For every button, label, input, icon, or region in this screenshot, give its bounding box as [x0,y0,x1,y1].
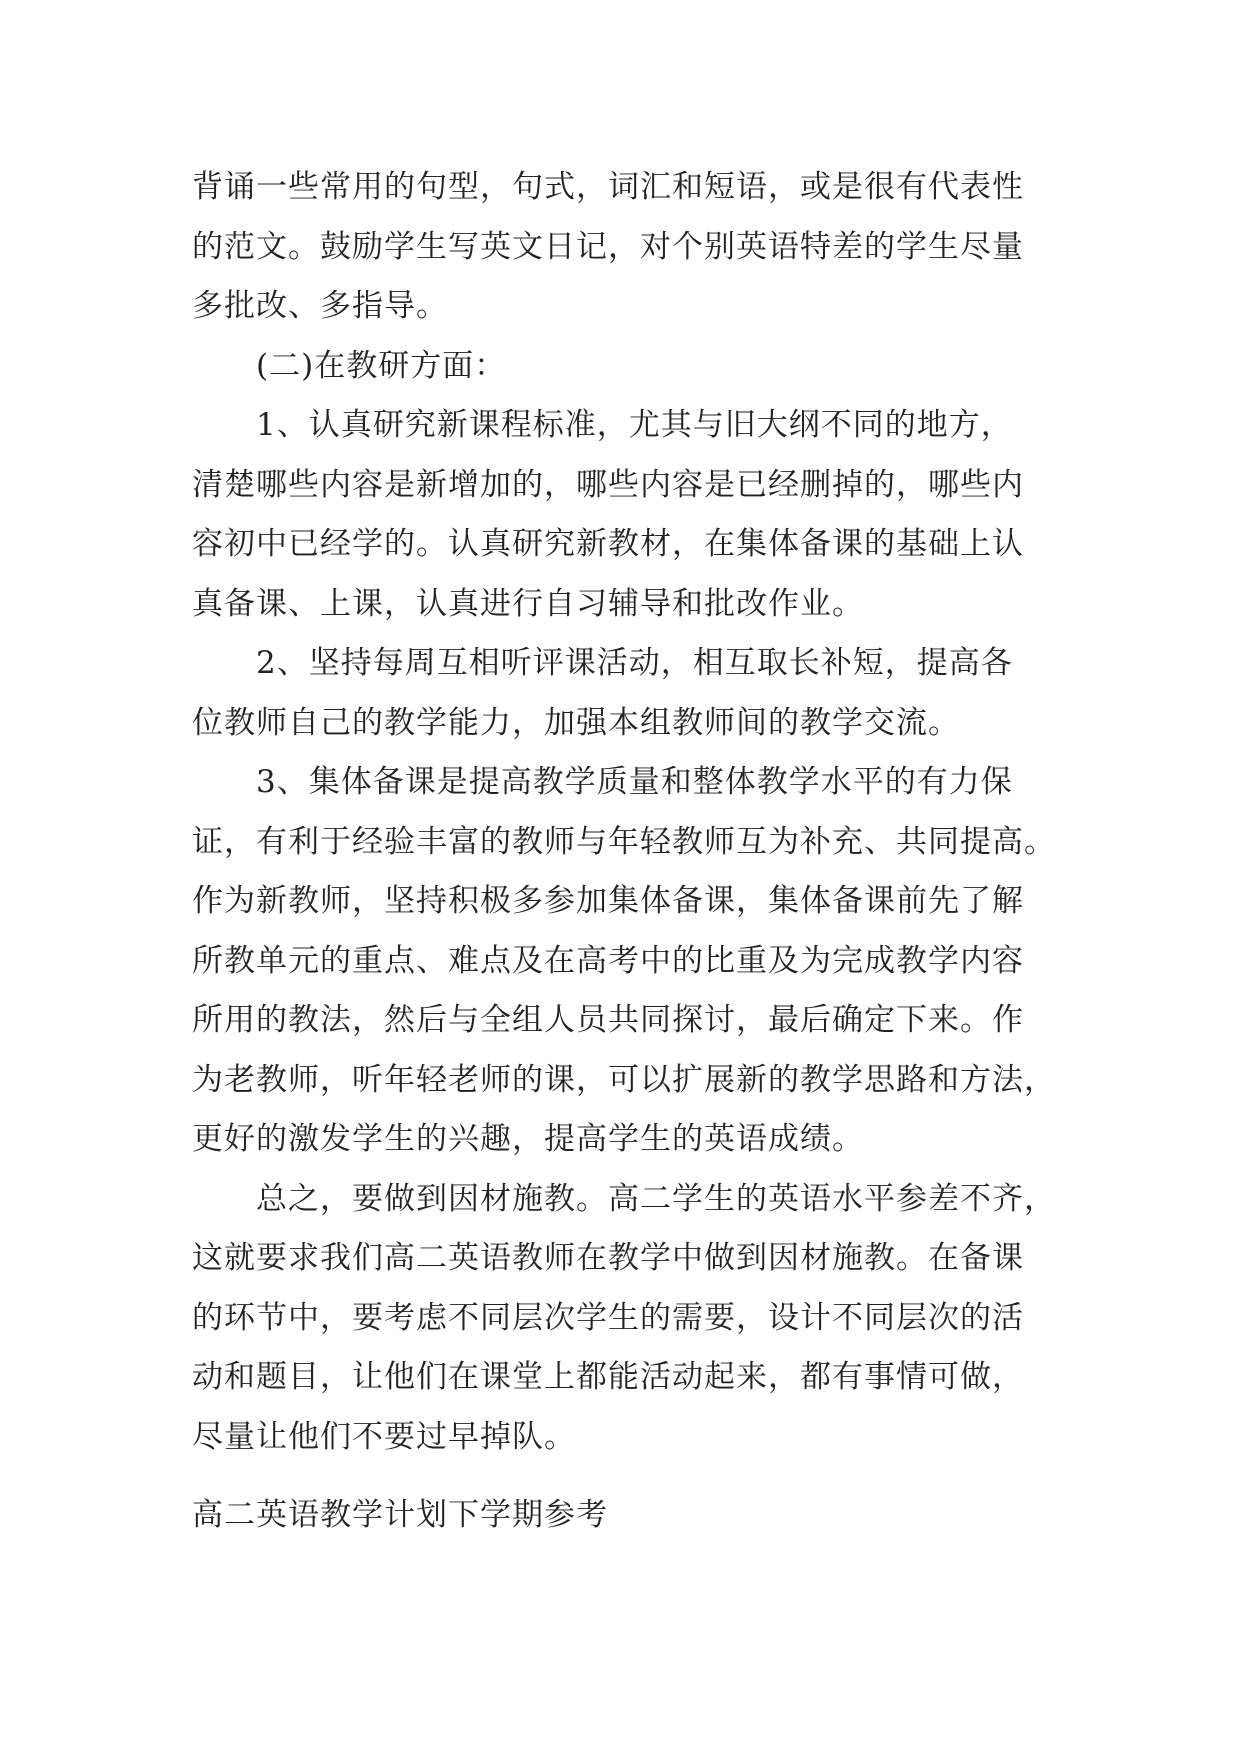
text-line: 动和题目，让他们在课堂上都能活动起来，都有事情可做， [192,1359,1024,1395]
text-line: 这就要求我们高二英语教师在教学中做到因材施教。在备课 [192,1240,1024,1276]
text-line: 位教师自己的教学能力，加强本组教师间的教学交流。 [192,704,960,741]
text-line: 为老教师，听年轻老师的课，可以扩展新的教学思路和方法， [192,1061,1056,1098]
text-line: 2、坚持每周互相听评课活动，相互取长补短，提高各 [256,645,1013,681]
footer-title: 高二英语教学计划下学期参考 [192,1497,608,1533]
text-line: 1、认真研究新课程标准，尤其与旧大纲不同的地方， [256,407,1013,443]
text-line: 作为新教师，坚持积极多参加集体备课，集体备课前先了解 [192,883,1024,919]
text-line: 多批改、多指导。 [192,288,448,324]
text-line: 总之，要做到因材施教。高二学生的英语水平参差不齐， [256,1180,1056,1217]
text-line: 的环节中，要考虑不同层次学生的需要，设计不同层次的活 [192,1299,1024,1336]
document-body [192,158,1062,1467]
text-line: 所用的教法，然后与全组人员共同探讨，最后确定下来。作 [192,1002,1024,1038]
text-line: 证，有利于经验丰富的教师与年轻教师互为补充、共同提高。 [192,823,1056,860]
text-line: 3、集体备课是提高教学质量和整体教学水平的有力保 [256,764,1013,800]
text-line: 尽量让他们不要过早掉队。 [192,1418,576,1455]
text-line: 所教单元的重点、难点及在高考中的比重及为完成教学内容 [192,942,1024,979]
text-line: 更好的激发学生的兴趣，提高学生的英语成绩。 [192,1121,864,1157]
section-heading: (二)在教研方面： [256,347,507,384]
text-line: 的范文。鼓励学生写英文日记，对个别英语特差的学生尽量 [192,228,1024,265]
text-line: 真备课、上课，认真进行自习辅导和批改作业。 [192,585,864,622]
text-line: 清楚哪些内容是新增加的，哪些内容是已经删掉的，哪些内 [192,466,1024,503]
text-line: 容初中已经学的。认真研究新教材，在集体备课的基础上认 [192,526,1024,562]
text-line: 背诵一些常用的句型，句式，词汇和短语，或是很有代表性 [192,169,1024,205]
